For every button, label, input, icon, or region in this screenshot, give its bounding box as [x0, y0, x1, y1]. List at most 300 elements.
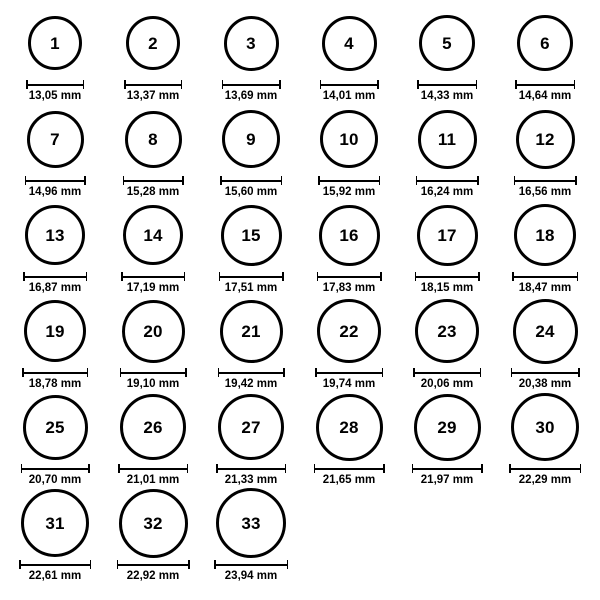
dimension-cap-left [417, 80, 419, 89]
ring-circle [27, 111, 84, 168]
ring-size-number: 16 [339, 225, 359, 245]
dimension-cap-right [182, 176, 184, 185]
ring-measure [21, 464, 90, 487]
ring-size-number: 27 [241, 417, 261, 437]
dimension-bar [315, 372, 383, 374]
dimension-cap-right [577, 272, 579, 281]
ring-dimension-line [514, 176, 577, 184]
ring-circle-wrapper [21, 488, 89, 558]
dimension-bar [416, 180, 479, 182]
ring-dimension-line [515, 80, 575, 88]
ring-diameter-label: 19,10 mm [126, 378, 180, 390]
ring-diameter-label: 14,01 mm [322, 90, 376, 102]
ring-size-number: 3 [246, 33, 256, 53]
ring-size-number: 2 [148, 33, 158, 53]
dimension-cap-right [184, 272, 186, 281]
ring-size-number: 4 [344, 33, 354, 53]
ring-dimension-line [19, 560, 91, 568]
dimension-cap-left [22, 368, 24, 377]
ring-size-cell [300, 296, 398, 392]
dimension-bar [515, 84, 575, 86]
ring-dimension-line [216, 464, 286, 472]
dimension-cap-left [318, 176, 320, 185]
ring-circle-wrapper [216, 488, 286, 558]
ring-size-number: 26 [143, 417, 163, 437]
ring-diameter-label: 17,83 mm [322, 282, 376, 294]
dimension-cap-left [117, 560, 119, 569]
ring-measure [509, 464, 581, 487]
dimension-cap-left [21, 464, 23, 473]
ring-size-cell [104, 200, 202, 296]
dimension-cap-left [320, 80, 322, 89]
dimension-cap-left [416, 176, 418, 185]
ring-circle [418, 110, 477, 169]
ring-size-cell [6, 8, 104, 104]
ring-circle [517, 15, 573, 71]
dimension-cap-left [315, 368, 317, 377]
ring-circle-wrapper [414, 392, 481, 462]
dimension-cap-right [188, 560, 190, 569]
ring-diameter-label: 22,29 mm [518, 474, 572, 486]
ring-diameter-label: 21,97 mm [420, 474, 474, 486]
ring-size-cell [104, 392, 202, 488]
ring-diameter-label: 21,33 mm [224, 474, 278, 486]
dimension-cap-left [220, 176, 222, 185]
ring-size-number: 12 [535, 129, 555, 149]
ring-size-number: 18 [535, 225, 555, 245]
ring-circle [511, 393, 579, 461]
ring-dimension-line [25, 176, 86, 184]
dimension-bar [123, 180, 184, 182]
ring-dimension-line [413, 368, 481, 376]
ring-size-number: 21 [241, 321, 261, 341]
dimension-cap-right [181, 80, 183, 89]
ring-measure [120, 368, 187, 391]
ring-circle [222, 110, 280, 168]
dimension-cap-right [481, 464, 483, 473]
ring-circle [320, 110, 378, 168]
ring-circle [417, 205, 478, 266]
ring-size-cell [202, 488, 300, 584]
dimension-bar [25, 180, 86, 182]
ring-circle [120, 394, 186, 460]
dimension-cap-left [514, 176, 516, 185]
dimension-cap-right [281, 176, 283, 185]
ring-dimension-line [121, 272, 185, 280]
dimension-cap-right [379, 176, 381, 185]
ring-circle [123, 205, 183, 265]
ring-measure [19, 560, 91, 583]
ring-size-cell [398, 200, 496, 296]
ring-diameter-label: 16,56 mm [518, 186, 572, 198]
dimension-cap-left [509, 464, 511, 473]
ring-circle-wrapper [417, 200, 478, 270]
dimension-cap-right [477, 176, 479, 185]
ring-circle-wrapper [122, 296, 185, 366]
dimension-cap-left [25, 176, 27, 185]
ring-circle [419, 15, 475, 71]
ring-size-cell [496, 8, 594, 104]
ring-diameter-label: 15,92 mm [322, 186, 376, 198]
ring-measure [416, 176, 479, 199]
ring-dimension-line [123, 176, 184, 184]
ring-diameter-label: 23,94 mm [224, 570, 278, 582]
ring-dimension-line [314, 464, 385, 472]
ring-measure [124, 80, 182, 103]
ring-circle [25, 205, 85, 265]
ring-size-cell [202, 104, 300, 200]
dimension-bar [314, 468, 385, 470]
ring-measure [417, 80, 477, 103]
ring-diameter-label: 22,92 mm [126, 570, 180, 582]
dimension-cap-right [87, 368, 89, 377]
ring-circle-wrapper [218, 392, 284, 462]
ring-dimension-line [118, 464, 188, 472]
ring-circle [220, 300, 283, 363]
ring-circle-wrapper [222, 104, 280, 174]
dimension-cap-right [478, 272, 480, 281]
ring-size-cell [6, 488, 104, 584]
ring-circle-wrapper [224, 8, 279, 78]
dimension-bar [417, 84, 477, 86]
ring-size-cell [300, 8, 398, 104]
ring-size-cell [398, 392, 496, 488]
dimension-bar [120, 372, 187, 374]
ring-size-number: 29 [437, 417, 457, 437]
ring-size-number: 9 [246, 129, 256, 149]
ring-size-number: 7 [50, 129, 60, 149]
ring-dimension-line [218, 368, 285, 376]
ring-measure [121, 272, 185, 295]
ring-circle-wrapper [511, 392, 579, 462]
ring-diameter-label: 13,05 mm [28, 90, 82, 102]
ring-circle [216, 488, 286, 558]
ring-circle [28, 16, 82, 70]
ring-circle-wrapper [23, 392, 88, 462]
ring-size-number: 14 [143, 225, 163, 245]
ring-dimension-line [120, 368, 187, 376]
ring-measure [511, 368, 580, 391]
ring-dimension-line [26, 80, 84, 88]
dimension-cap-left [214, 560, 216, 569]
ring-circle [24, 300, 86, 362]
ring-size-cell [6, 392, 104, 488]
ring-measure [218, 368, 285, 391]
dimension-bar [118, 468, 188, 470]
ring-circle [414, 394, 481, 461]
dimension-cap-right [287, 560, 289, 569]
ring-circle-wrapper [125, 104, 182, 174]
ring-size-cell [398, 296, 496, 392]
ring-measure [318, 176, 380, 199]
ring-dimension-line [509, 464, 581, 472]
dimension-bar [222, 84, 281, 86]
ring-dimension-line [511, 368, 580, 376]
ring-size-number: 30 [535, 417, 555, 437]
ring-measure [222, 80, 281, 103]
dimension-cap-right [90, 560, 92, 569]
dimension-cap-left [124, 80, 126, 89]
ring-size-cell [496, 296, 594, 392]
ring-size-number: 28 [339, 417, 359, 437]
ring-circle [319, 205, 380, 266]
dimension-bar [219, 276, 284, 278]
ring-circle-wrapper [517, 8, 573, 78]
ring-measure [515, 80, 575, 103]
ring-measure [320, 80, 379, 103]
ring-circle-wrapper [322, 8, 377, 78]
ring-size-number: 10 [339, 129, 359, 149]
ring-measure [219, 272, 284, 295]
ring-dimension-line [317, 272, 382, 280]
ring-dimension-line [320, 80, 379, 88]
dimension-cap-right [285, 464, 287, 473]
ring-circle [126, 16, 180, 70]
ring-circle-wrapper [28, 8, 82, 78]
dimension-cap-left [219, 272, 221, 281]
ring-size-cell [202, 8, 300, 104]
dimension-cap-left [216, 464, 218, 473]
ring-diameter-label: 19,42 mm [224, 378, 278, 390]
ring-circle-wrapper [316, 392, 383, 462]
ring-circle-wrapper [317, 296, 381, 366]
ring-circle-wrapper [319, 200, 380, 270]
dimension-cap-right [377, 80, 379, 89]
dimension-bar [512, 276, 578, 278]
ring-measure [23, 272, 87, 295]
ring-diameter-label: 17,19 mm [126, 282, 180, 294]
dimension-cap-left [118, 464, 120, 473]
ring-circle [218, 394, 284, 460]
ring-size-number: 17 [437, 225, 457, 245]
dimension-cap-right [84, 176, 86, 185]
ring-circle [125, 111, 182, 168]
ring-size-number: 19 [45, 321, 65, 341]
ring-dimension-line [124, 80, 182, 88]
dimension-cap-right [187, 464, 189, 473]
ring-size-grid [6, 8, 594, 584]
ring-measure [413, 368, 481, 391]
ring-dimension-line [415, 272, 480, 280]
ring-size-cell [398, 104, 496, 200]
ring-measure [117, 560, 190, 583]
ring-measure [22, 368, 88, 391]
ring-measure [118, 464, 188, 487]
ring-circle-wrapper [418, 104, 477, 174]
dimension-bar [216, 468, 286, 470]
ring-circle [316, 394, 383, 461]
ring-diameter-label: 22,61 mm [28, 570, 82, 582]
dimension-bar [317, 276, 382, 278]
dimension-cap-left [121, 272, 123, 281]
ring-dimension-line [417, 80, 477, 88]
dimension-cap-left [413, 368, 415, 377]
dimension-bar [214, 564, 288, 566]
ring-size-cell [6, 200, 104, 296]
ring-circle [122, 300, 185, 363]
dimension-cap-right [580, 464, 582, 473]
dimension-cap-right [480, 368, 482, 377]
ring-diameter-label: 21,01 mm [126, 474, 180, 486]
ring-size-number: 6 [540, 33, 550, 53]
dimension-bar [415, 276, 480, 278]
ring-size-cell [496, 104, 594, 200]
ring-circle-wrapper [419, 8, 475, 78]
ring-circle [317, 299, 381, 363]
dimension-cap-right [382, 368, 384, 377]
ring-diameter-label: 14,96 mm [28, 186, 82, 198]
dimension-cap-right [279, 80, 281, 89]
ring-size-cell [6, 296, 104, 392]
ring-size-number: 24 [535, 321, 555, 341]
ring-size-cell [398, 8, 496, 104]
ring-size-cell [202, 200, 300, 296]
ring-circle [516, 110, 575, 169]
dimension-bar [320, 84, 379, 86]
ring-dimension-line [23, 272, 87, 280]
ring-measure [220, 176, 282, 199]
dimension-bar [318, 180, 380, 182]
dimension-bar [124, 84, 182, 86]
ring-circle [513, 299, 578, 364]
ring-dimension-line [318, 176, 380, 184]
ring-circle-wrapper [220, 296, 283, 366]
ring-circle [415, 299, 479, 363]
dimension-bar [511, 372, 580, 374]
dimension-cap-left [123, 176, 125, 185]
ring-size-number: 1 [50, 33, 60, 53]
dimension-cap-right [574, 80, 576, 89]
dimension-bar [117, 564, 190, 566]
dimension-bar [509, 468, 581, 470]
ring-size-cell [202, 296, 300, 392]
ring-size-number: 22 [339, 321, 359, 341]
ring-dimension-line [412, 464, 483, 472]
ring-diameter-label: 18,47 mm [518, 282, 572, 294]
ring-size-cell [104, 104, 202, 200]
dimension-cap-right [383, 464, 385, 473]
dimension-cap-right [282, 272, 284, 281]
ring-size-cell [202, 392, 300, 488]
ring-circle-wrapper [119, 488, 188, 558]
dimension-cap-left [412, 464, 414, 473]
ring-measure [26, 80, 84, 103]
dimension-bar [19, 564, 91, 566]
dimension-cap-right [88, 464, 90, 473]
ring-diameter-label: 15,28 mm [126, 186, 180, 198]
ring-circle-wrapper [415, 296, 479, 366]
dimension-cap-left [415, 272, 417, 281]
ring-dimension-line [21, 464, 90, 472]
ring-diameter-label: 17,51 mm [224, 282, 278, 294]
dimension-cap-right [185, 368, 187, 377]
dimension-bar [514, 180, 577, 182]
dimension-bar [218, 372, 285, 374]
ring-diameter-label: 13,69 mm [224, 90, 278, 102]
ring-measure [514, 176, 577, 199]
ring-measure [123, 176, 184, 199]
ring-diameter-label: 14,64 mm [518, 90, 572, 102]
dimension-cap-right [476, 80, 478, 89]
ring-circle-wrapper [513, 296, 578, 366]
dimension-bar [23, 276, 87, 278]
dimension-cap-right [86, 272, 88, 281]
ring-circle-wrapper [25, 200, 85, 270]
ring-measure [317, 272, 382, 295]
dimension-bar [22, 372, 88, 374]
ring-size-cell [104, 488, 202, 584]
ring-circle-wrapper [516, 104, 575, 174]
dimension-cap-right [380, 272, 382, 281]
dimension-cap-left [218, 368, 220, 377]
dimension-cap-left [512, 272, 514, 281]
ring-diameter-label: 20,06 mm [420, 378, 474, 390]
dimension-cap-right [283, 368, 285, 377]
ring-size-cell [496, 392, 594, 488]
ring-size-number: 25 [45, 417, 65, 437]
ring-measure [25, 176, 86, 199]
ring-dimension-line [219, 272, 284, 280]
ring-measure [214, 560, 288, 583]
ring-diameter-label: 18,78 mm [28, 378, 82, 390]
dimension-cap-left [26, 80, 28, 89]
dimension-bar [21, 468, 90, 470]
ring-size-cell [496, 200, 594, 296]
dimension-cap-right [578, 368, 580, 377]
dimension-bar [412, 468, 483, 470]
ring-diameter-label: 13,37 mm [126, 90, 180, 102]
ring-circle-wrapper [123, 200, 183, 270]
dimension-cap-left [19, 560, 21, 569]
ring-circle [221, 205, 282, 266]
ring-dimension-line [214, 560, 288, 568]
dimension-bar [413, 372, 481, 374]
ring-size-number: 13 [45, 225, 65, 245]
ring-diameter-label: 19,74 mm [322, 378, 376, 390]
ring-circle-wrapper [120, 392, 186, 462]
ring-circle-wrapper [24, 296, 86, 366]
dimension-cap-left [314, 464, 316, 473]
ring-measure [315, 368, 383, 391]
ring-size-number: 5 [442, 33, 452, 53]
ring-size-number: 15 [241, 225, 261, 245]
ring-measure [512, 272, 578, 295]
dimension-cap-left [317, 272, 319, 281]
dimension-cap-right [83, 80, 85, 89]
ring-dimension-line [222, 80, 281, 88]
ring-size-cell [300, 392, 398, 488]
ring-circle [224, 16, 279, 71]
dimension-cap-left [23, 272, 25, 281]
ring-circle [21, 489, 89, 557]
ring-circle-wrapper [27, 104, 84, 174]
ring-dimension-line [117, 560, 190, 568]
ring-size-cell [6, 104, 104, 200]
ring-size-cell [300, 200, 398, 296]
ring-dimension-line [22, 368, 88, 376]
ring-size-number: 11 [437, 129, 457, 149]
ring-diameter-label: 18,15 mm [420, 282, 474, 294]
ring-measure [415, 272, 480, 295]
dimension-cap-left [120, 368, 122, 377]
ring-circle-wrapper [221, 200, 282, 270]
dimension-cap-left [511, 368, 513, 377]
ring-circle-wrapper [320, 104, 378, 174]
ring-circle [119, 489, 188, 558]
ring-size-number: 32 [143, 513, 163, 533]
ring-diameter-label: 15,60 mm [224, 186, 278, 198]
ring-diameter-label: 20,38 mm [518, 378, 572, 390]
